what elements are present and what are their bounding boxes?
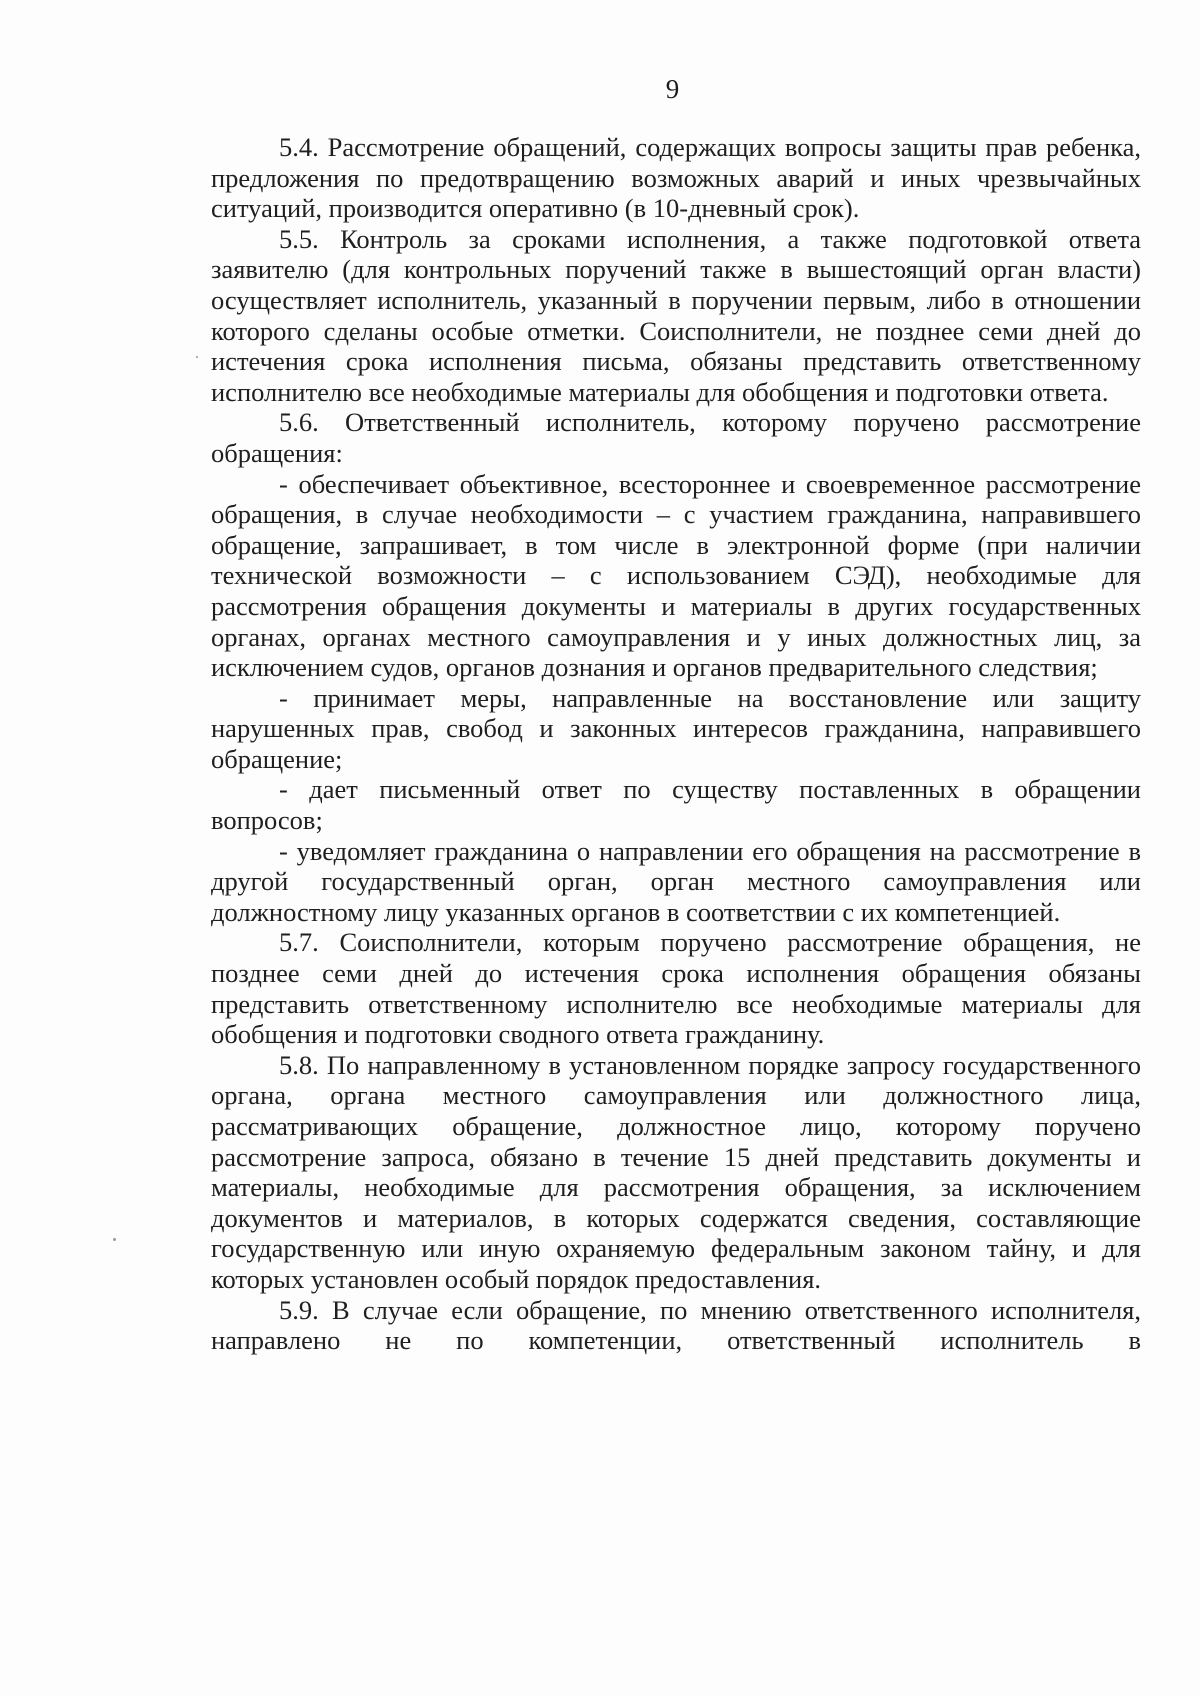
- list-item-gives-answer: - дает письменный ответ по существу поставленных в обращении вопросов;: [211, 774, 1141, 836]
- list-item-ensures: - обеспечивает объективное, всестороннее и своевременное рассмотрение обращения, в случае необходимости – с участием гражданина, направившего обращение, запрашивает, в том числе в электронной форме (при наличии технической возможности – с использованием СЭД), необходимые для рассмотрения обращения документы и материалы в других государственных органах, органах местного самоуправления и у иных должностных лиц, за исключением судов, органов дознания и органов предварительного следствия;: [211, 468, 1141, 683]
- paragraph-5-9: 5.9. В случае если обращение, по мнению ответственного исполнителя, направлено не по компетенции, ответственный исполнитель в: [211, 1294, 1141, 1356]
- paragraph-5-4: 5.4. Рассмотрение обращений, содержащих вопросы защиты прав ребенка, предложения по предотвращению возможных аварий и иных чрезвычайных ситуаций, производится оперативно (в 10-дневный срок).: [211, 132, 1141, 224]
- paragraph-5-7: 5.7. Соисполнители, которым поручено рассмотрение обращения, не позднее семи дней до истечения срока исполнения обращения обязаны представить ответственному исполнителю все необходимые материалы для обобщения и подготовки сводного ответа гражданину.: [211, 927, 1141, 1050]
- list-item-takes-measures: - принимает меры, направленные на восстановление или защиту нарушенных прав, свобод и законных интересов гражданина, направившего обращение;: [211, 682, 1141, 774]
- paragraph-5-5: 5.5. Контроль за сроками исполнения, а также подготовкой ответа заявителю (для контрольных поручений также в вышестоящий орган власти) осуществляет исполнитель, указанный в поручении первым, либо в отношении которого сделаны особые отметки. Соисполнители, не позднее семи дней до истечения срока исполнения письма, обязаны представить ответственному исполнителю все необходимые материалы для обобщения и подготовки ответа.: [211, 223, 1141, 407]
- paragraph-5-6: 5.6. Ответственный исполнитель, которому поручено рассмотрение обращения:: [211, 407, 1141, 468]
- list-item-notifies: - уведомляет гражданина о направлении его обращения на рассмотрение в другой государственный орган, орган местного самоуправления или должностному лицу указанных органов в соответствии с их компетенцией.: [211, 835, 1141, 927]
- scan-dot: [196, 356, 198, 358]
- document-body: [211, 132, 1141, 1356]
- page-number: 9: [665, 74, 680, 104]
- paragraph-5-8: 5.8. По направленному в установленном порядке запросу государственного органа, органа местного самоуправления или должностного лица, рассматривающих обращение, должностное лицо, которому поручено рассмотрение запроса, обязано в течение 15 дней представить документы и материалы, необходимые для рассмотрения обращения, за исключением документов и материалов, в которых содержатся сведения, составляющие государственную или иную охраняемую федеральным законом тайну, и для которых установлен особый порядок предоставления.: [211, 1049, 1141, 1294]
- scan-dot: [113, 1238, 116, 1241]
